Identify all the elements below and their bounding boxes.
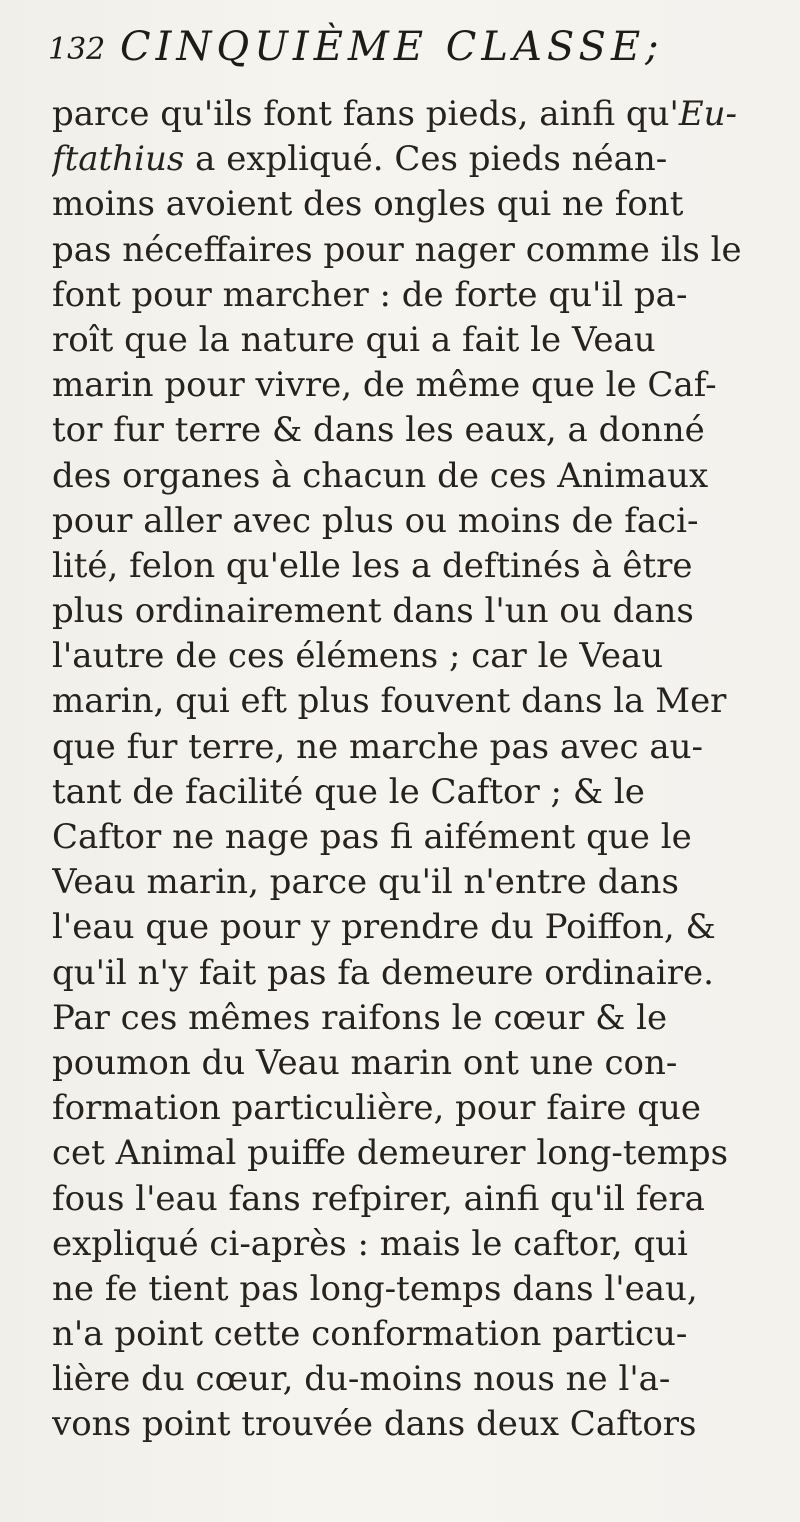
- text-line: l'autre de ces élémens ; car le Veau: [52, 636, 664, 677]
- text-line: moins avoient des ongles qui ne font: [52, 184, 684, 225]
- text-line: marin, qui eft plus fouvent dans la Mer: [52, 681, 727, 722]
- italic-name: Eu-: [678, 94, 738, 134]
- text-line: vons point trouvée dans deux Caftors: [52, 1404, 697, 1445]
- text-line: cet Animal puiffe demeurer long-temps: [52, 1133, 729, 1174]
- text-line: Caftor ne nage pas fi aifément que le: [52, 817, 692, 857]
- running-head: CINQUIÈME CLASSE;: [120, 24, 664, 70]
- text-line: tor fur terre & dans les eaux, a donné: [52, 410, 705, 451]
- text-line: marin pour vivre, de même que le Caf-: [52, 365, 717, 406]
- text-line: que fur terre, ne marche pas avec au-: [52, 726, 704, 767]
- text-line: poumon du Veau marin ont une con-: [52, 1042, 678, 1083]
- text-line: Veau marin, parce qu'il n'entre dans: [52, 862, 679, 903]
- page-number: 132: [48, 32, 106, 67]
- text-line: lité, felon qu'elle les a deftinés à être: [52, 545, 693, 586]
- text-line: lière du cœur, du-moins nous ne l'a-: [52, 1359, 671, 1400]
- text-line: qu'il n'y fait pas fa demeure ordinaire.: [52, 952, 714, 993]
- text-line: font pour marcher : de forte qu'il pa-: [52, 274, 688, 315]
- text-line: ftathius a expliqué. Ces pieds néan-: [52, 139, 668, 180]
- text-line: roît que la nature qui a fait le Veau: [52, 319, 656, 360]
- text-line: pour aller avec plus ou moins de faci-: [52, 500, 699, 541]
- body-text: [52, 92, 782, 1448]
- text-line: des organes à chacun de ces Animaux: [52, 455, 709, 496]
- text-line: formation particulière, pour faire que: [52, 1088, 702, 1129]
- text-line: plus ordinairement dans l'un ou dans: [52, 591, 694, 632]
- text-line: ne fe tient pas long-temps dans l'eau,: [52, 1268, 698, 1309]
- page-header: [48, 10, 784, 90]
- text-line: l'eau que pour y prendre du Poiffon, &: [52, 907, 716, 948]
- text-line: pas néceffaires pour nager comme ils le: [52, 229, 742, 270]
- text-line: expliqué ci-après : mais le caftor, qui: [52, 1223, 688, 1264]
- text-line: fous l'eau fans refpirer, ainfi qu'il fera: [52, 1178, 705, 1219]
- text-line: Par ces mêmes raifons le cœur & le: [52, 997, 668, 1038]
- text-line: n'a point cette conformation particu-: [52, 1314, 688, 1355]
- italic-name: ftathius: [52, 139, 185, 180]
- text-line: parce qu'ils font fans pieds, ainfi qu'Eu-: [52, 94, 738, 134]
- text-line: tant de facilité que le Caftor ; & le: [52, 771, 645, 812]
